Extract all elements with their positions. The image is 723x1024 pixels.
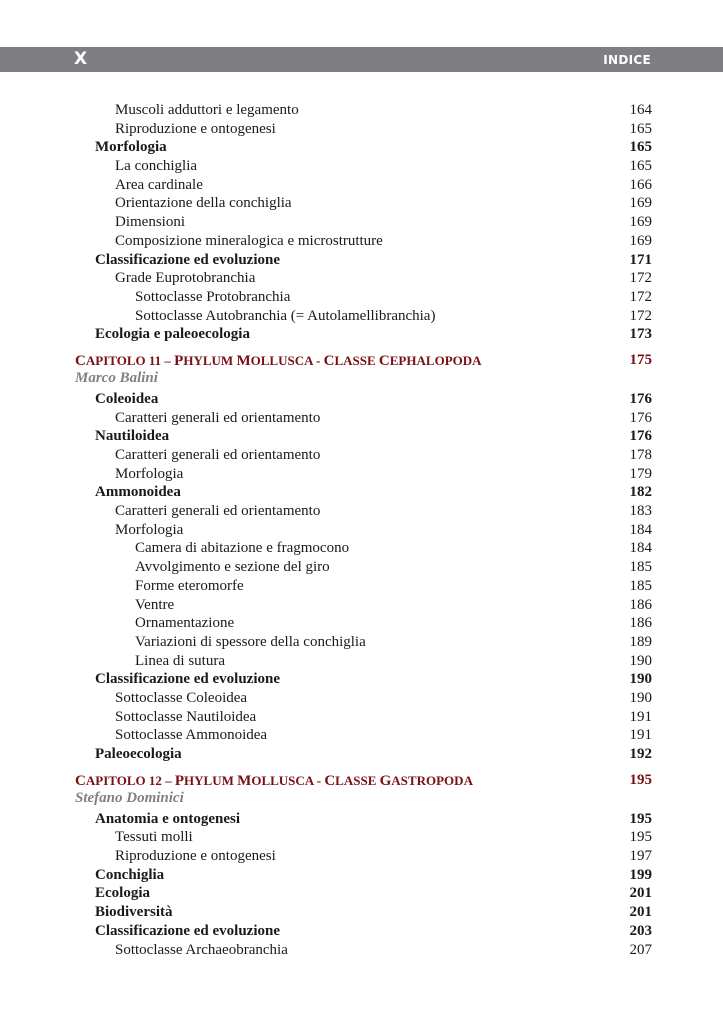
- toc-entry-row: [75, 884, 652, 903]
- entry-title: Camera di abitazione e fragmocono: [135, 540, 350, 557]
- toc-chapter-row: [75, 771, 652, 790]
- toc-entry-row: [75, 866, 652, 885]
- entry-title: Morfologia: [95, 139, 167, 156]
- toc-entry-row: [75, 409, 652, 428]
- entry-title: Tessuti molli: [115, 829, 193, 846]
- page-number: 169: [629, 195, 652, 212]
- entry-title: Sottoclasse Coleoidea: [115, 689, 248, 706]
- page-number: 169: [629, 232, 652, 249]
- page-number: 195: [629, 829, 652, 846]
- entry-title: Variazioni di spessore della conchiglia: [135, 633, 366, 650]
- toc-entry-row: [75, 465, 652, 484]
- page-number: 178: [629, 447, 652, 463]
- page-number: 176: [629, 409, 652, 426]
- toc-entry-row: [75, 614, 652, 633]
- entry-title: Ventre: [135, 596, 175, 613]
- entry-title: Linea di sutura: [135, 652, 225, 669]
- entry-title: Ornamentazione: [135, 615, 235, 632]
- chapter-title: CAPITOLO 11 – PHYLUM MOLLUSCA - CLASSE CEPHALOPODA: [75, 352, 482, 369]
- entry-title: Ecologia e paleoecologia: [95, 326, 250, 343]
- entry-title: Nautiloidea: [95, 428, 170, 445]
- entry-title: Riproduzione e ontogenesi: [115, 848, 276, 865]
- toc-entry-row: [75, 157, 652, 176]
- toc-entry-row: [75, 288, 652, 307]
- page-number: 199: [629, 866, 652, 883]
- entry-title: Anatomia e ontogenesi: [95, 810, 240, 827]
- page-number: 183: [629, 503, 652, 520]
- toc-entry-row: [75, 670, 652, 689]
- entry-title: Sottoclasse Autobranchia (= Autolamellibranchia): [135, 307, 436, 324]
- toc-entry-row: [75, 194, 652, 213]
- page-number: 191: [629, 727, 652, 744]
- toc-entry-row: [75, 232, 652, 251]
- toc-entry-row: [75, 101, 652, 120]
- entry-title: Classificazione ed evoluzione: [95, 922, 280, 939]
- toc-author-row: [75, 790, 652, 807]
- entry-title: Sottoclasse Protobranchia: [135, 288, 291, 305]
- page-number: 165: [629, 120, 652, 137]
- page-number-roman: X: [74, 49, 89, 69]
- entry-title: Muscoli adduttori e legamento: [115, 102, 299, 118]
- page-number: 186: [629, 615, 652, 632]
- entry-title: La conchiglia: [115, 158, 198, 175]
- page-number: 173: [629, 326, 652, 343]
- page-number: 185: [629, 577, 652, 594]
- page-header-bar: [0, 47, 723, 72]
- page-number: 172: [629, 288, 652, 305]
- page-number: 172: [629, 307, 652, 324]
- entry-title: Area cardinale: [115, 176, 203, 193]
- entry-title: Paleoecologia: [95, 746, 182, 762]
- toc-entry-row: [75, 847, 652, 866]
- page-number: 176: [629, 428, 652, 445]
- page-number: 190: [629, 652, 652, 669]
- toc-entry-row: [75, 726, 652, 745]
- toc-entry-row: [75, 903, 652, 922]
- entry-title: Sottoclasse Nautiloidea: [115, 708, 257, 725]
- entry-title: Caratteri generali ed orientamento: [115, 447, 321, 463]
- page-number: 189: [629, 633, 652, 650]
- page-number: 164: [629, 102, 652, 118]
- toc-entry-row: [75, 521, 652, 540]
- page-number: 184: [629, 521, 652, 538]
- toc-entry-row: [75, 307, 652, 326]
- entry-title: Caratteri generali ed orientamento: [115, 409, 321, 426]
- toc-entry-row: [75, 325, 652, 344]
- page-number: 185: [629, 559, 652, 576]
- toc-entry-row: [75, 941, 652, 960]
- entry-title: Orientazione della conchiglia: [115, 195, 292, 212]
- page-number: 179: [629, 465, 652, 482]
- page-number: 169: [629, 214, 652, 231]
- toc-entry-row: [75, 502, 652, 521]
- toc-entry-row: [75, 577, 652, 596]
- entry-title: Sottoclasse Archaeobranchia: [115, 941, 288, 958]
- chapter-author: Marco Balini: [75, 369, 158, 386]
- page-number: 207: [629, 941, 652, 958]
- toc-entry-row: [75, 120, 652, 139]
- toc-entry-row: [75, 539, 652, 558]
- section-title: INDICE: [603, 53, 651, 67]
- toc-entry-row: [75, 558, 652, 577]
- page-number: 195: [629, 810, 652, 827]
- page-number: 172: [629, 270, 652, 287]
- toc-entry-row: [75, 708, 652, 727]
- page-number: 176: [629, 390, 652, 407]
- entry-title: Conchiglia: [95, 866, 165, 883]
- page-number: 197: [629, 848, 652, 865]
- entry-title: Classificazione ed evoluzione: [95, 671, 280, 688]
- entry-title: Grade Euprotobranchia: [115, 270, 256, 287]
- toc-entry-row: [75, 213, 652, 232]
- entry-title: Sottoclasse Ammonoidea: [115, 727, 268, 744]
- toc-entry-row: [75, 828, 652, 847]
- chapter-title: CAPITOLO 12 – PHYLUM MOLLUSCA - CLASSE GASTROPODA: [75, 772, 473, 789]
- entry-title: Forme eteromorfe: [135, 577, 244, 594]
- toc-entry-row: [75, 810, 652, 829]
- toc-entry-row: [75, 483, 652, 502]
- toc-entry-row: [75, 176, 652, 195]
- page-number: 165: [629, 139, 652, 156]
- entry-title: Composizione mineralogica e microstrutture: [115, 232, 383, 249]
- page-number: 165: [629, 158, 652, 175]
- chapter-author: Stefano Dominici: [75, 789, 184, 806]
- page-number: 201: [629, 885, 652, 902]
- page-number: 190: [629, 671, 652, 688]
- page-number: 171: [629, 251, 652, 268]
- entry-title: Coleoidea: [95, 390, 159, 407]
- entry-title: Morfologia: [115, 521, 184, 538]
- page-number: 195: [629, 771, 652, 788]
- page-number: 201: [629, 904, 652, 921]
- toc-entry-row: [75, 745, 652, 764]
- page-number: 184: [629, 540, 652, 557]
- page-number: 186: [629, 596, 652, 613]
- toc-author-row: [75, 370, 652, 387]
- toc-entry-row: [75, 446, 652, 465]
- page-number: 182: [629, 484, 652, 501]
- toc-entry-row: [75, 596, 652, 615]
- toc-entry-row: [75, 251, 652, 270]
- page-number: 203: [629, 922, 652, 939]
- entry-title: Ecologia: [95, 885, 150, 902]
- entry-title: Riproduzione e ontogenesi: [115, 120, 276, 137]
- toc-entry-row: [75, 427, 652, 446]
- entry-title: Biodiversità: [95, 904, 173, 921]
- toc-chapter-row: [75, 351, 652, 370]
- toc-entry-row: [75, 138, 652, 157]
- toc-entry-row: [75, 922, 652, 941]
- table-of-contents: [75, 101, 652, 959]
- toc-entry-row: [75, 390, 652, 409]
- page-number: 166: [629, 176, 652, 193]
- toc-entry-row: [75, 269, 652, 288]
- page-number: 190: [629, 689, 652, 706]
- page-number: 175: [629, 351, 652, 368]
- toc-entry-row: [75, 633, 652, 652]
- toc-entry-row: [75, 689, 652, 708]
- entry-title: Avvolgimento e sezione del giro: [135, 559, 330, 576]
- toc-entry-row: [75, 652, 652, 671]
- page-number: 192: [629, 746, 652, 762]
- page-number: 191: [629, 708, 652, 725]
- entry-title: Classificazione ed evoluzione: [95, 251, 280, 268]
- entry-title: Caratteri generali ed orientamento: [115, 503, 321, 520]
- entry-title: Dimensioni: [115, 214, 185, 231]
- entry-title: Morfologia: [115, 465, 184, 482]
- entry-title: Ammonoidea: [95, 484, 181, 501]
